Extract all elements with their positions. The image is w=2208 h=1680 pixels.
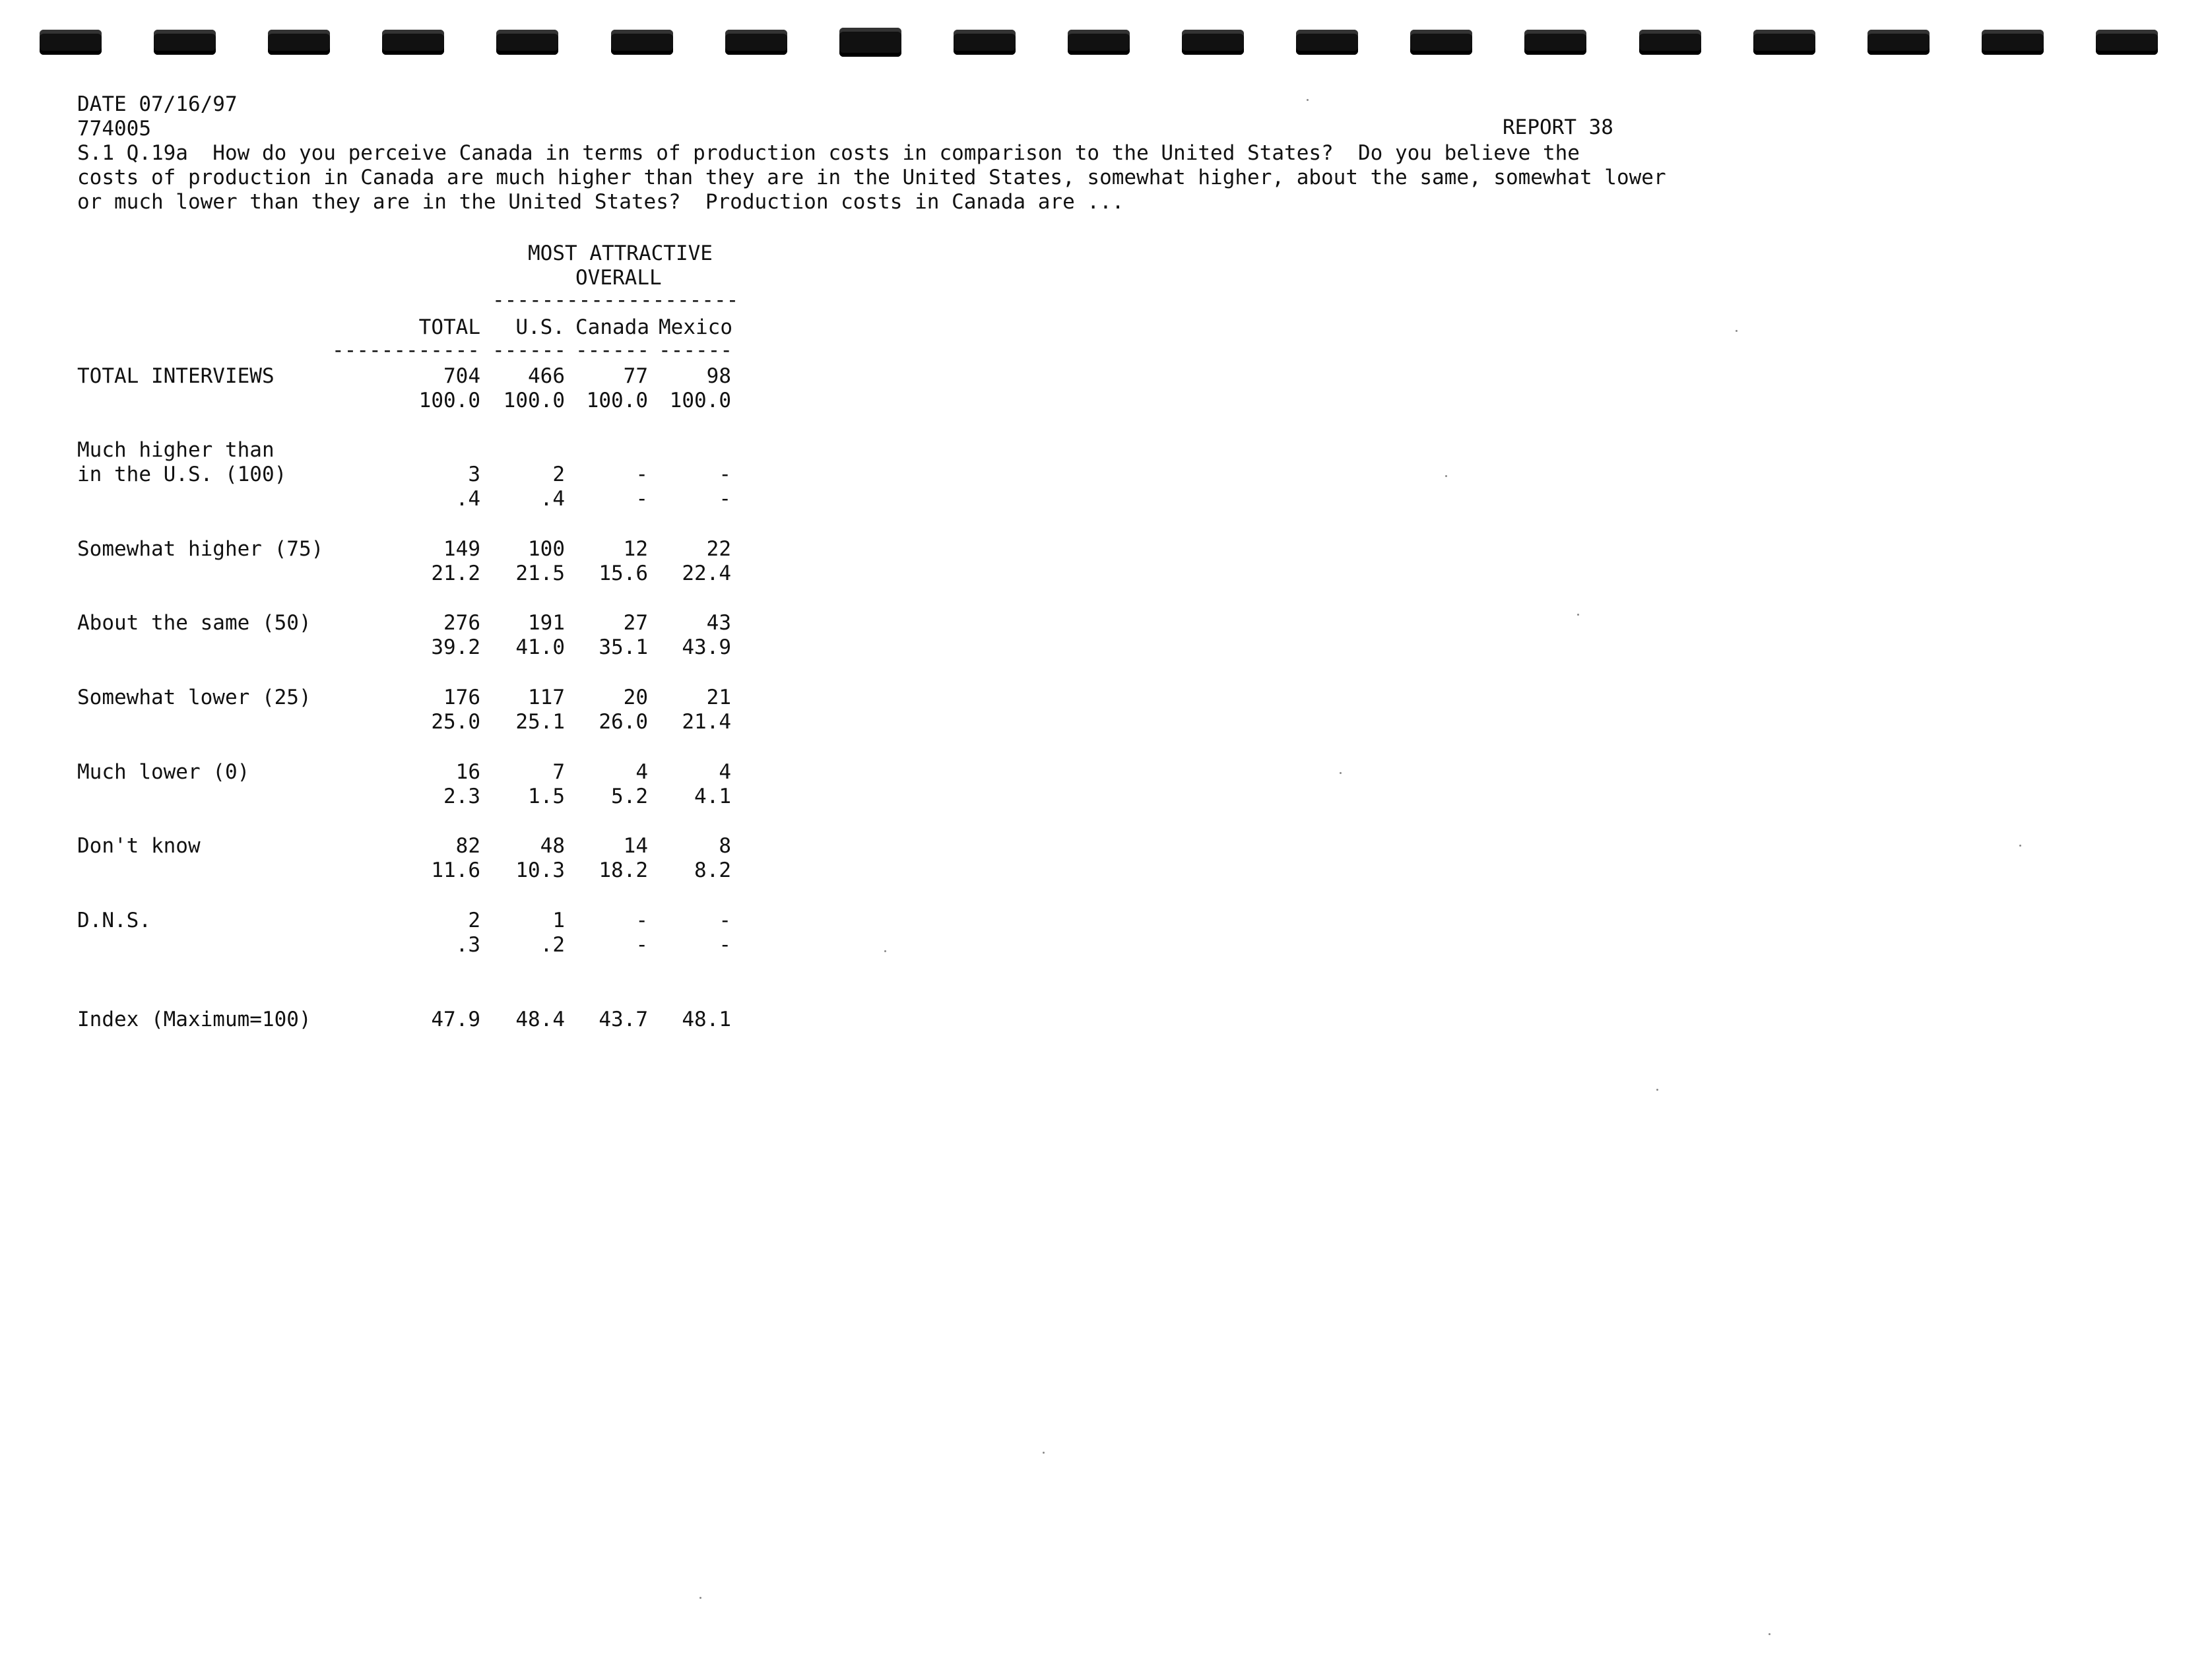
column-header-us: U.S. xyxy=(515,315,565,339)
count-cell-mexico: 22 xyxy=(706,537,731,561)
count-cell-canada: 27 xyxy=(623,611,648,635)
index-value-mexico: 48.1 xyxy=(682,1008,731,1031)
percent-cell-total: .3 xyxy=(455,933,480,957)
percent-cell-canada: 100.0 xyxy=(586,389,648,412)
count-cell-mexico: 8 xyxy=(719,834,731,858)
scan-speck xyxy=(699,1597,701,1599)
column-header-mexico: Mexico xyxy=(659,315,732,339)
index-value-us: 48.4 xyxy=(515,1008,565,1031)
count-cell-mexico: 4 xyxy=(719,760,731,784)
count-cell-us: 117 xyxy=(528,686,565,709)
percent-cell-mexico: 100.0 xyxy=(669,389,731,412)
percent-cell-total: 25.0 xyxy=(431,710,480,734)
percent-cell-mexico: - xyxy=(719,487,731,511)
scan-speck xyxy=(2019,845,2021,847)
row-label: Much higher than xyxy=(77,438,275,462)
percent-cell-us: .2 xyxy=(540,933,565,957)
count-cell-total: 2 xyxy=(468,909,480,932)
banner-rule: -------------------- xyxy=(492,288,739,312)
count-cell-canada: - xyxy=(635,463,648,486)
punch-hole xyxy=(1182,30,1244,55)
count-cell-canada: 14 xyxy=(623,834,648,858)
question-line: or much lower than they are in the United States? Production costs in Canada are ... xyxy=(77,190,1124,214)
punch-hole xyxy=(611,30,673,55)
count-cell-canada: 12 xyxy=(623,537,648,561)
binder-punch-holes xyxy=(40,22,2158,62)
punch-hole xyxy=(496,30,558,55)
column-rule: ------ xyxy=(575,339,649,362)
count-cell-mexico: 98 xyxy=(706,364,731,388)
count-cell-total: 704 xyxy=(443,364,480,388)
count-cell-us: 48 xyxy=(540,834,565,858)
punch-hole xyxy=(839,28,901,57)
count-cell-us: 1 xyxy=(552,909,565,932)
percent-cell-canada: 18.2 xyxy=(599,858,648,882)
punch-hole xyxy=(40,30,102,55)
question-line: S.1 Q.19a How do you perceive Canada in terms of production costs in comparison to the United States? Do you believe the xyxy=(77,141,1580,165)
row-label: Don't know xyxy=(77,834,201,858)
job-number: 774005 xyxy=(77,117,151,141)
count-cell-total: 149 xyxy=(443,537,480,561)
column-header-total: TOTAL xyxy=(418,315,480,339)
punch-hole xyxy=(725,30,787,55)
percent-cell-canada: - xyxy=(635,487,648,511)
punch-hole xyxy=(1639,30,1701,55)
scan-speck xyxy=(1656,1089,1658,1091)
column-rule: ------ xyxy=(659,339,732,362)
percent-cell-canada: - xyxy=(635,933,648,957)
index-row-label: Index (Maximum=100) xyxy=(77,1008,311,1031)
scan-speck xyxy=(1340,772,1342,774)
report-date: DATE 07/16/97 xyxy=(77,92,238,116)
punch-hole xyxy=(1753,30,1815,55)
row-label: TOTAL INTERVIEWS xyxy=(77,364,275,388)
row-label: Much lower (0) xyxy=(77,760,250,784)
count-cell-canada: - xyxy=(635,909,648,932)
report-number: REPORT 38 xyxy=(1503,115,1613,139)
column-rule: ------ xyxy=(492,339,566,362)
percent-cell-canada: 5.2 xyxy=(611,785,648,808)
row-label: Somewhat lower (25) xyxy=(77,686,311,709)
count-cell-us: 2 xyxy=(552,463,565,486)
percent-cell-mexico: 8.2 xyxy=(694,858,731,882)
percent-cell-us: .4 xyxy=(540,487,565,511)
punch-hole xyxy=(1524,30,1586,55)
row-label: in the U.S. (100) xyxy=(77,463,287,486)
count-cell-canada: 77 xyxy=(623,364,648,388)
row-label: Somewhat higher (75) xyxy=(77,537,324,561)
scan-speck xyxy=(1307,99,1309,101)
punch-hole xyxy=(1410,30,1472,55)
percent-cell-canada: 26.0 xyxy=(599,710,648,734)
count-cell-total: 276 xyxy=(443,611,480,635)
count-cell-total: 176 xyxy=(443,686,480,709)
count-cell-mexico: - xyxy=(719,909,731,932)
count-cell-total: 3 xyxy=(468,463,480,486)
percent-cell-mexico: - xyxy=(719,933,731,957)
punch-hole xyxy=(382,30,444,55)
punch-hole xyxy=(268,30,330,55)
punch-hole xyxy=(1867,30,1930,55)
column-header-canada: Canada xyxy=(575,315,649,339)
count-cell-canada: 4 xyxy=(635,760,648,784)
count-cell-mexico: 43 xyxy=(706,611,731,635)
count-cell-us: 466 xyxy=(528,364,565,388)
percent-cell-canada: 15.6 xyxy=(599,562,648,585)
scan-speck xyxy=(1043,1452,1045,1454)
percent-cell-total: 39.2 xyxy=(431,635,480,659)
scan-speck xyxy=(1769,1633,1770,1635)
punch-hole xyxy=(154,30,216,55)
count-cell-mexico: - xyxy=(719,463,731,486)
percent-cell-total: 100.0 xyxy=(418,389,480,412)
percent-cell-canada: 35.1 xyxy=(599,635,648,659)
scan-speck xyxy=(1577,614,1579,616)
punch-hole xyxy=(1296,30,1358,55)
count-cell-us: 191 xyxy=(528,611,565,635)
row-label: D.N.S. xyxy=(77,909,151,932)
percent-cell-total: 11.6 xyxy=(431,858,480,882)
percent-cell-us: 1.5 xyxy=(528,785,565,808)
percent-cell-total: .4 xyxy=(455,487,480,511)
percent-cell-mexico: 22.4 xyxy=(682,562,731,585)
count-cell-total: 82 xyxy=(455,834,480,858)
banner-title: MOST ATTRACTIVE xyxy=(528,242,713,265)
percent-cell-us: 21.5 xyxy=(515,562,565,585)
count-cell-total: 16 xyxy=(455,760,480,784)
percent-cell-us: 100.0 xyxy=(503,389,565,412)
percent-cell-total: 21.2 xyxy=(431,562,480,585)
percent-cell-us: 25.1 xyxy=(515,710,565,734)
count-cell-us: 100 xyxy=(528,537,565,561)
index-value-total: 47.9 xyxy=(431,1008,480,1031)
percent-cell-us: 10.3 xyxy=(515,858,565,882)
punch-hole xyxy=(954,30,1016,55)
banner-subtitle: OVERALL xyxy=(575,266,662,290)
percent-cell-total: 2.3 xyxy=(443,785,480,808)
row-label: About the same (50) xyxy=(77,611,311,635)
scan-speck xyxy=(884,950,886,952)
punch-hole xyxy=(2096,30,2158,55)
scan-speck xyxy=(1736,330,1737,332)
percent-cell-us: 41.0 xyxy=(515,635,565,659)
column-rule: ------------ xyxy=(332,339,480,362)
scan-speck xyxy=(1445,475,1447,477)
count-cell-us: 7 xyxy=(552,760,565,784)
index-value-canada: 43.7 xyxy=(599,1008,648,1031)
percent-cell-mexico: 43.9 xyxy=(682,635,731,659)
question-line: costs of production in Canada are much higher than they are in the United States, somewhat higher, about the same, somewhat lower xyxy=(77,166,1666,189)
count-cell-mexico: 21 xyxy=(706,686,731,709)
punch-hole xyxy=(1982,30,2044,55)
punch-hole xyxy=(1068,30,1130,55)
percent-cell-mexico: 21.4 xyxy=(682,710,731,734)
percent-cell-mexico: 4.1 xyxy=(694,785,731,808)
count-cell-canada: 20 xyxy=(623,686,648,709)
